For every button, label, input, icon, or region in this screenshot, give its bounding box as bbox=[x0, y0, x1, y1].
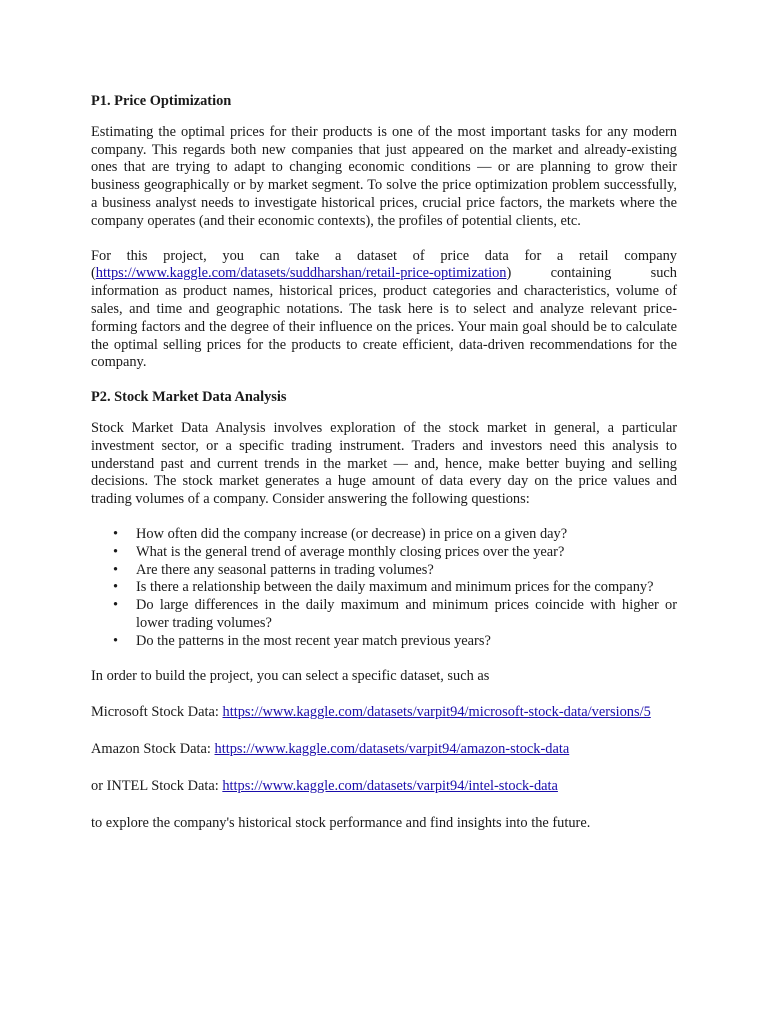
questions-list bbox=[91, 526, 677, 651]
document-content bbox=[91, 93, 677, 850]
list-item bbox=[91, 526, 677, 544]
microsoft-dataset-link[interactable]: https://www.kaggle.com/datasets/varpit94/microsoft-stock-data/versions/5 bbox=[222, 704, 651, 721]
amazon-dataset-link[interactable]: https://www.kaggle.com/datasets/varpit94/amazon-stock-data bbox=[214, 741, 570, 758]
section-heading-p1: P1. Price Optimization bbox=[91, 93, 232, 109]
p1-paragraph-1: Estimating the optimal prices for their products is one of the most important tasks for any modern company. This regards both new companies that just appeared on the market and already-existing ones that are trying to adapt to changing economic conditions — or are planning to grow their business geographically or by market segment. To solve the price optimization problem successfully, a business analyst needs to investigate historical prices, crucial price factors, the markets where the company operates (and their economic contexts), the profiles of potential clients, etc. bbox=[91, 123, 677, 229]
retail-price-dataset-link[interactable]: https://www.kaggle.com/datasets/suddharshan/retail-price-optimization bbox=[95, 265, 507, 282]
p1-paragraph-2 bbox=[91, 248, 677, 373]
bullet-icon: • bbox=[113, 543, 119, 560]
bullet-icon: • bbox=[113, 597, 119, 614]
list-item bbox=[91, 562, 677, 580]
question-text: Is there a relationship between the daily maximum and minimum prices for the company? bbox=[136, 579, 654, 596]
intel-dataset-link[interactable]: https://www.kaggle.com/datasets/varpit94/intel-stock-data bbox=[222, 777, 558, 794]
dataset-line-intel bbox=[91, 778, 677, 796]
dataset-label: Amazon Stock Data: bbox=[91, 741, 215, 758]
question-text: Are there any seasonal patterns in trading volumes? bbox=[136, 561, 434, 578]
list-item bbox=[91, 597, 677, 633]
question-text: Do large differences in the daily maximum and minimum prices coincide with higher or lower trading volumes? bbox=[136, 597, 677, 631]
bullet-icon: • bbox=[113, 525, 119, 542]
p1-paragraph-2-after: ) containing such information as product names, historical prices, product categories and characteristics, volume of sales, and time and geographic notations. The task here is to select and analyze relevant price-forming factors and the degree of their influence on the prices. Your main goal should be to calculate the optimal selling prices for the products to create efficient, data-driven recommendations for the company. bbox=[91, 265, 677, 371]
bullet-icon: • bbox=[113, 632, 119, 649]
question-text: How often did the company increase (or decrease) in price on a given day? bbox=[136, 525, 568, 542]
bullet-icon: • bbox=[113, 579, 119, 596]
list-item bbox=[91, 633, 677, 651]
dataset-label: or INTEL Stock Data: bbox=[91, 777, 223, 794]
p2-closing: to explore the company's historical stock performance and find insights into the future. bbox=[91, 814, 591, 831]
dataset-line-amazon bbox=[91, 741, 677, 759]
dataset-label: Microsoft Stock Data: bbox=[91, 704, 223, 721]
question-text: What is the general trend of average monthly closing prices over the year? bbox=[136, 543, 565, 560]
bullet-icon: • bbox=[113, 561, 119, 578]
section-heading-p2: P2. Stock Market Data Analysis bbox=[91, 389, 287, 406]
p1-paragraph-2-before: For this project, you can take a dataset of price data for a retail company ( bbox=[91, 247, 677, 282]
question-text: Do the patterns in the most recent year match previous years? bbox=[136, 632, 491, 649]
p2-paragraph-1: Stock Market Data Analysis involves exploration of the stock market in general, a particular investment sector, or a specific trading instrument. Traders and investors need this analysis to understand past and current trends in the market — and, hence, make better buying and selling decisions. The stock market generates a huge amount of data every day on the price values and trading volumes of a company. Consider answering the following questions: bbox=[91, 419, 677, 508]
p2-intro: In order to build the project, you can select a specific dataset, such as bbox=[91, 667, 490, 684]
list-item bbox=[91, 544, 677, 562]
dataset-line-microsoft bbox=[91, 704, 677, 722]
list-item bbox=[91, 579, 677, 597]
